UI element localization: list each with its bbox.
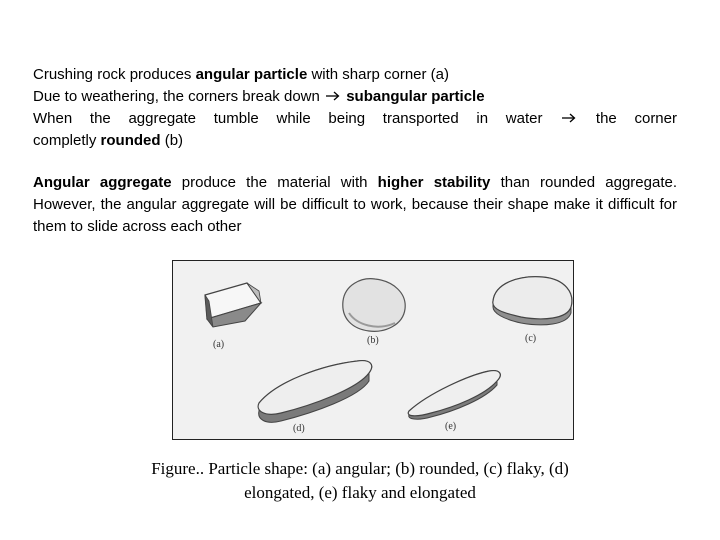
text-line-3: When the aggregate tumble while being transported in water the corner xyxy=(33,108,677,130)
term-subangular-particle: subangular particle xyxy=(346,88,485,105)
rounded-particle-shape xyxy=(343,279,405,332)
elongated-particle-shape xyxy=(258,361,372,423)
term-angular-particle: angular particle xyxy=(195,66,308,83)
text-line-1: Crushing rock produces angular particle with sharp corner (a) xyxy=(33,66,449,83)
arrow-right-icon xyxy=(326,86,340,108)
caption-line-1: Figure.. Particle shape: (a) angular; (b) rounded, (c) flaky, (d) xyxy=(151,459,569,478)
flaky-particle-shape xyxy=(493,277,572,325)
label-e: (e) xyxy=(445,421,457,432)
term-rounded: rounded xyxy=(100,132,161,149)
flaky-elongated-particle-shape xyxy=(408,371,500,420)
intro-paragraph xyxy=(33,64,677,152)
label-c: (c) xyxy=(525,333,537,344)
label-b: (b) xyxy=(367,335,379,346)
angular-aggregate-paragraph: Angular aggregate produce the material with higher stability than rounded aggregate. However, the angular aggregate will be difficult to work, because their shape make it difficult for them to slide across each other xyxy=(33,174,677,235)
figure-caption xyxy=(80,457,640,505)
particle-shape-figure xyxy=(172,260,574,440)
text-line-2: Due to weathering, the corners break down subangular particle xyxy=(33,86,677,108)
arrow-right-icon xyxy=(562,108,576,130)
label-d: (d) xyxy=(293,423,305,434)
particle-shapes-illustration xyxy=(173,261,573,439)
term-higher-stability: higher stability xyxy=(377,174,491,191)
term-angular-aggregate: Angular aggregate xyxy=(33,174,172,191)
text-line-4: completly rounded (b) xyxy=(33,132,184,149)
label-a: (a) xyxy=(213,339,225,350)
caption-line-2: elongated, (e) flaky and elongated xyxy=(244,483,476,502)
angular-particle-shape xyxy=(205,283,261,327)
